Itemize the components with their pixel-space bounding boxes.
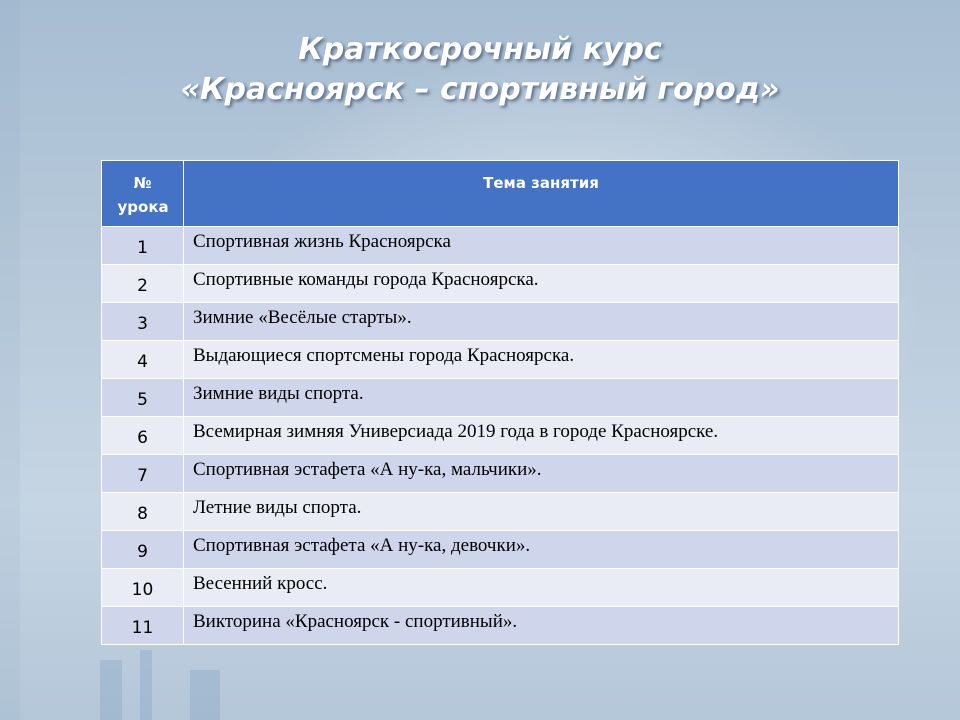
lesson-number: 5 xyxy=(102,379,184,417)
title-line-1: Краткосрочный курс xyxy=(298,32,662,67)
background-stripe xyxy=(100,660,122,720)
header-lesson-number xyxy=(102,161,184,227)
header-lesson-topic-label: Тема занятия xyxy=(483,174,599,192)
table-row xyxy=(102,607,899,645)
table-row xyxy=(102,493,899,531)
lesson-topic: Всемирная зимняя Универсиада 2019 года в городе Красноярске. xyxy=(184,417,899,455)
table-header-row xyxy=(102,161,899,227)
table-row xyxy=(102,341,899,379)
lesson-number: 3 xyxy=(102,303,184,341)
lesson-topic: Выдающиеся спортсмены города Красноярска. xyxy=(184,341,899,379)
background-stripe xyxy=(140,650,152,720)
slide-title xyxy=(0,30,960,110)
table-row xyxy=(102,417,899,455)
lesson-topic: Весенний кросс. xyxy=(184,569,899,607)
lesson-topic: Спортивная эстафета «А ну-ка, девочки». xyxy=(184,531,899,569)
title-line-2: «Красноярск – спортивный город» xyxy=(180,72,780,107)
lesson-number: 10 xyxy=(102,569,184,607)
table-row xyxy=(102,569,899,607)
table-row xyxy=(102,531,899,569)
table-row xyxy=(102,265,899,303)
lesson-topic: Спортивные команды города Красноярска. xyxy=(184,265,899,303)
lesson-topic: Зимние «Весёлые старты». xyxy=(184,303,899,341)
lesson-number: 8 xyxy=(102,493,184,531)
lesson-number: 1 xyxy=(102,227,184,265)
table-row xyxy=(102,303,899,341)
table-row xyxy=(102,379,899,417)
header-lesson-number-label: № урока xyxy=(117,174,169,216)
lesson-number: 4 xyxy=(102,341,184,379)
lesson-number: 9 xyxy=(102,531,184,569)
lesson-number: 11 xyxy=(102,607,184,645)
lesson-number: 2 xyxy=(102,265,184,303)
header-lesson-topic xyxy=(184,161,899,227)
table-row xyxy=(102,227,899,265)
lesson-topic: Спортивная эстафета «А ну-ка, мальчики». xyxy=(184,455,899,493)
lesson-topic: Викторина «Красноярск - спортивный». xyxy=(184,607,899,645)
lesson-topic: Спортивная жизнь Красноярска xyxy=(184,227,899,265)
lesson-number: 7 xyxy=(102,455,184,493)
lesson-number: 6 xyxy=(102,417,184,455)
lesson-topic: Летние виды спорта. xyxy=(184,493,899,531)
lessons-table xyxy=(101,160,899,645)
lesson-topic: Зимние виды спорта. xyxy=(184,379,899,417)
background-stripe xyxy=(190,670,220,720)
table-row xyxy=(102,455,899,493)
